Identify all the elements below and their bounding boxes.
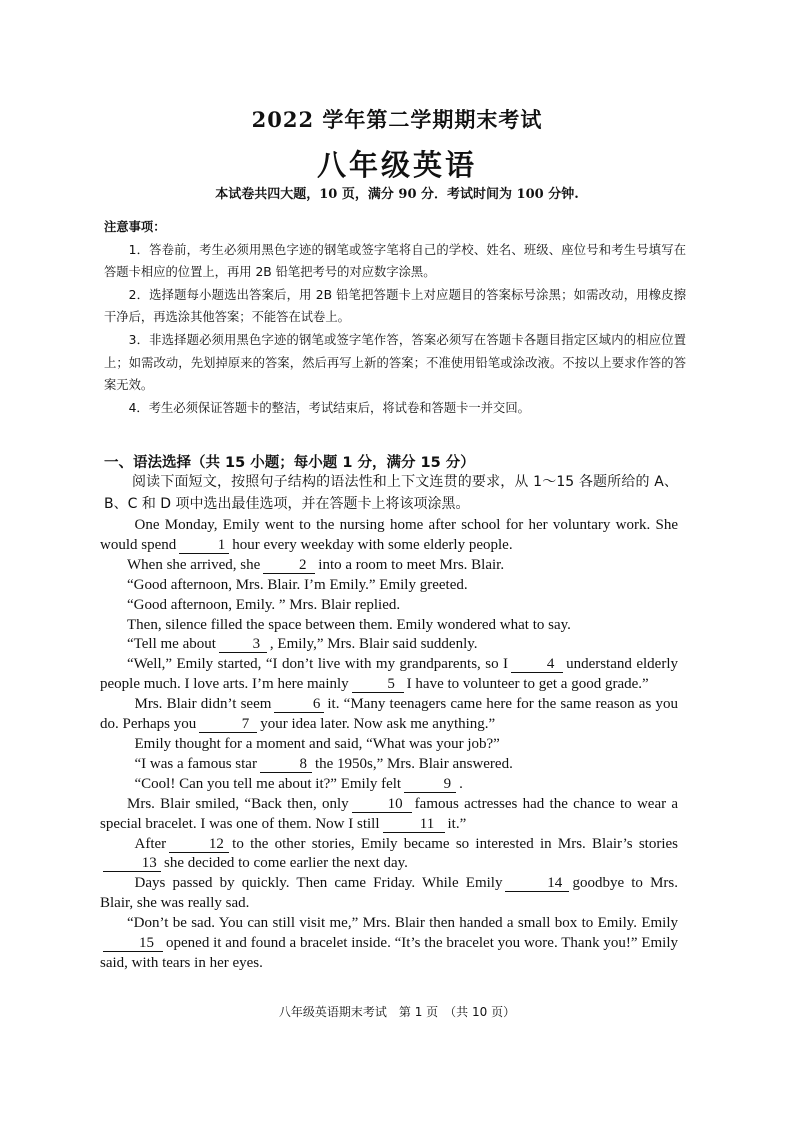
answer-blank: 6 [274, 697, 324, 713]
exam-subject-title: 八年级英语 [316, 148, 477, 182]
passage-paragraph [100, 635, 678, 655]
passage-text: Days passed by quickly. Then came Friday. While Emily [134, 875, 503, 892]
passage-paragraph: Emily thought for a moment and said, “What was your job?” [134, 735, 500, 752]
passage-text: famous actresses had the chance to wear a special bracelet. I was one of them. Now I still [100, 795, 679, 832]
passage-paragraph [100, 556, 678, 576]
reading-passage [100, 516, 678, 974]
answer-blank: 5 [352, 677, 404, 693]
passage-paragraph [100, 795, 678, 835]
passage-text: goodbye to Mrs. Blair, she was really sad. [100, 875, 678, 912]
passage-paragraph [100, 775, 678, 795]
answer-blank: 15 [103, 936, 163, 952]
passage-paragraph [100, 755, 678, 775]
answer-blank: 13 [103, 856, 161, 872]
passage-text: When she arrived, she [127, 556, 261, 573]
passage-text: “I was a famous star [134, 755, 257, 772]
answer-blank: 14 [505, 876, 569, 892]
passage-paragraph: “Good afternoon, Emily. ” Mrs. Blair replied. [127, 596, 401, 613]
passage-text: it. “Many teenagers came here for the same reason as you do. Perhaps you [100, 696, 678, 733]
passage-text: the 1950s,” Mrs. Blair answered. [314, 755, 513, 772]
passage-text: to the other stories, Emily became so interested in Mrs. Blair’s stories [232, 835, 678, 852]
page-footer: 八年级英语期末考试 第 1 页 （共 10 页） [278, 1005, 516, 1019]
notice-heading: 注意事项： [104, 220, 166, 234]
section-title: 一、语法选择（共 15 小题；每小题 1 分，满分 15 分） [104, 455, 475, 471]
passage-text: hour every weekday with some elderly people. [232, 536, 513, 553]
answer-blank: 7 [199, 717, 257, 733]
passage-text: Mrs. Blair didn’t seem [134, 696, 272, 713]
passage-text: After [134, 835, 167, 852]
passage-text: . [459, 775, 463, 792]
answer-blank: 10 [352, 797, 412, 813]
passage-paragraph: “Good afternoon, Mrs. Blair. I’m Emily.” Emily greeted. [127, 576, 468, 593]
passage-paragraph [100, 655, 678, 695]
notice-item: 2．选择题每小题选出答案后，用 2B 铅笔把答题卡上对应题目的答案标号涂黑；如需改动，用橡皮擦干净后，再选涂其他答案；不能答在试卷上。 [104, 287, 686, 325]
passage-text: understand elderly people much. I love arts. I’m here mainly [100, 656, 678, 693]
passage-paragraph [100, 516, 678, 556]
exam-info: 本试卷共四大题，10 页，满分 90 分．考试时间为 100 分钟. [215, 187, 579, 202]
passage-text: , Emily,” Mrs. Blair said suddenly. [269, 636, 478, 653]
answer-blank: 2 [263, 558, 315, 574]
answer-blank: 4 [511, 657, 563, 673]
passage-text: it.” [447, 815, 467, 832]
passage-text: Mrs. Blair smiled, “Back then, only [127, 795, 349, 812]
passage-text: One Monday, Emily went to the nursing home after school for her voluntary work. She would spend [100, 517, 678, 553]
passage-text: your idea later. Now ask me anything.” [260, 716, 496, 733]
notice-item: 1．答卷前，考生必须用黑色字迹的钢笔或签字笔将自己的学校、姓名、班级、座位号和考生号填写在答题卡相应的位置上，再用 2B 铅笔把考号的对应数字涂黑。 [104, 242, 686, 280]
answer-blank: 9 [404, 777, 456, 793]
answer-blank: 1 [179, 538, 229, 554]
passage-text: into a room to meet Mrs. Blair. [318, 556, 505, 573]
passage-paragraph [100, 914, 678, 974]
passage-text: “Tell me about [127, 636, 216, 653]
passage-text: I have to volunteer to get a good grade.” [406, 676, 649, 693]
section-instructions: 阅读下面短文，按照句子结构的语法性和上下文连贯的要求，从 1～15 各题所给的 A、B、C 和 D 项中选出最佳选项，并在答题卡上将该项涂黑。 [104, 474, 678, 512]
notice-item: 4．考生必须保证答题卡的整洁，考试结束后，将试卷和答题卡一并交回。 [128, 400, 530, 415]
passage-text: opened it and found a bracelet inside. “It’s the bracelet you wore. Thank you!” Emily said, with tears in her eyes. [100, 935, 678, 971]
passage-paragraph: Then, silence filled the space between them. Emily wondered what to say. [127, 616, 571, 633]
passage-paragraph [100, 874, 678, 914]
answer-blank: 11 [383, 817, 445, 833]
answer-blank: 3 [219, 637, 267, 653]
notice-block [104, 216, 686, 419]
answer-blank: 12 [169, 837, 229, 853]
passage-text: “Well,” Emily started, “I don’t live with my grandparents, so I [127, 656, 509, 673]
passage-text: “Cool! Can you tell me about it?” Emily felt [134, 775, 402, 792]
passage-text: “Don’t be sad. You can still visit me,” Mrs. Blair then handed a small box to Emily. Emily [127, 915, 678, 932]
passage-paragraph [100, 695, 678, 735]
passage-paragraph [100, 835, 678, 875]
notice-item: 3．非选择题必须用黑色字迹的钢笔或签字笔作答，答案必须写在答题卡各题目指定区域内的相应位置上；如需改动，先划掉原来的答案，然后再写上新的答案；不准使用铅笔或涂改液。不按以上要求作答的答案无效。 [104, 332, 686, 393]
answer-blank: 8 [260, 757, 312, 773]
passage-text: she decided to come earlier the next day. [164, 855, 408, 872]
exam-title: 2022 学年第二学期期末考试 [251, 107, 543, 132]
